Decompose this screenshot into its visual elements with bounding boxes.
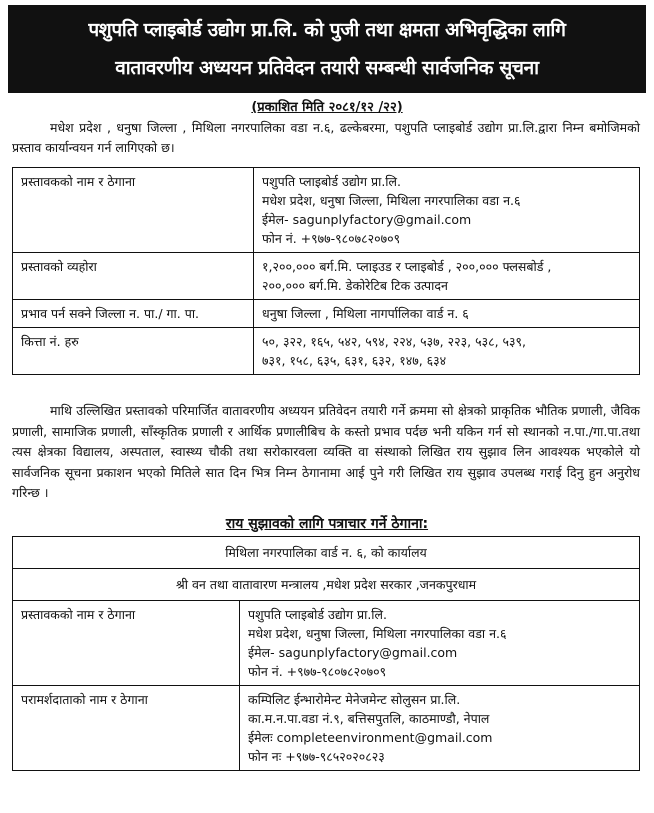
consultant-row	[13, 686, 640, 771]
consultant-email: ईमेलः completeenvironment@gmail.com	[248, 730, 493, 745]
published-date-row	[0, 97, 654, 115]
consultant-label: परामर्शदाताको नाम र ठेगाना	[13, 686, 240, 771]
proponent-contact-address: मधेश प्रदेश, धनुषा जिल्ला, मिथिला नगरपालिका वडा न.६	[248, 626, 507, 641]
proponent-address: मधेश प्रदेश, धनुषा जिल्ला, मिथिला नगरपालिका वडा न.६	[262, 193, 521, 208]
affected-area-row	[13, 300, 640, 328]
proposal-description-line1: १,२००,००० बर्ग.मि. प्लाइउड र प्लाइबोर्ड , २००,००० फ्लसबोर्ड ,	[262, 259, 552, 274]
plot-numbers-label: कित्ता नं. हरु	[13, 328, 254, 375]
affected-area-value: धनुषा जिल्ला , मिथिला नागर्पालिका वार्ड न. ६	[254, 300, 640, 328]
proposal-description-line2: २००,००० बर्ग.मि. डेकोरेटिब टिक उत्पादन	[262, 278, 448, 293]
correspondence-table	[12, 536, 640, 771]
consultant-name: कम्पिलिट ईन्भारोमेन्ट मेनेजमेन्ट सोलुसन प्रा.लि.	[248, 692, 461, 707]
correspondence-heading: राय सुझावको लागि पत्राचार गर्ने ठेगाना:	[225, 516, 429, 532]
proponent-phone: फोन नं. +९७७-९८०७८२०७०९	[262, 231, 401, 246]
header-title-line2: वातावरणीय अध्ययन प्रतिवेदन तयारी सम्बन्धी सार्वजनिक सूचना	[115, 57, 539, 79]
affected-area-label: प्रभाव पर्न सक्ने जिल्ला न. पा./ गा. पा.	[13, 300, 254, 328]
proponent-email: ईमेल- sagunplyfactory@gmail.com	[262, 212, 472, 227]
proponent-contact-row	[13, 601, 640, 686]
proponent-contact-name: पशुपति प्लाइबोर्ड उद्योग प्रा.लि.	[248, 607, 387, 622]
proposal-description-value	[254, 253, 640, 300]
intro-text: मधेश प्रदेश , धनुषा जिल्ला , मिथिला नगरपालिका वडा न.६, ढल्केबरमा, पशुपति प्लाइबोर्ड उद्योग प्रा.लि.द्वारा निम्न बमोजिमको प्रस्ताव कार्यान्वयन गर्न लागिएको छ।	[12, 120, 640, 155]
proposal-table	[12, 167, 640, 375]
consultant-phone: फोन नः +९७७-९८५२०२०८२३	[248, 749, 385, 764]
intro-paragraph	[12, 118, 640, 158]
municipality-office: मिथिला नगरपालिका वार्ड न. ६, को कार्यालय	[13, 537, 640, 569]
ministry-row	[13, 569, 640, 601]
correspondence-heading-row	[0, 514, 654, 533]
published-date: (प्रकाशित मिति २०८१/१२ /२२)	[251, 100, 403, 115]
request-paragraph	[12, 401, 640, 504]
header-title-line1: पशुपति प्लाइबोर्ड उद्योग प्रा.लि. को पुजी तथा क्षमता अभिवृद्धिका लागि	[88, 19, 566, 41]
plot-numbers-line1: ५०, ३२२, १६५, ५४२, ५९४, २२४, ५३७, २२३, ५३८, ५३९,	[262, 334, 526, 349]
proponent-value	[254, 168, 640, 253]
request-text: माथि उल्लिखित प्रस्तावको परिमार्जित वातावरणीय अध्ययन प्रतिवेदन तयारी गर्ने क्रममा सो क्षेत्रको प्राकृतिक भौतिक प्रणाली, जैविक प्रणाली, सामाजिक प्रणाली, साँस्कृतिक प्रणाली र आर्थिक प्रणालीबिच के कस्तो प्रभाव पर्दछ भनी यकिन गर्न सो स्थानको न.पा./गा.पा.तथा त्यस क्षेत्रका विद्यालय, अस्पताल, स्वास्थ्य चौकी तथा सरोकारवला व्यक्ति वा संस्थाको लिखित राय सुझाव लिन आवश्यक भएकोले यो सार्वजनिक सूचना प्रकाशन भएको मितिले सात दिन भित्र निम्न ठेगानामा आई पुने गरी लिखित राय सुझाव उपलब्ध गराई दिनु हुन अनुरोध गरिन्छ ।	[12, 403, 640, 500]
plot-numbers-line2: ७३१, १५८, ६३५, ६३१, ६३२, १४७, ६३४	[262, 353, 447, 368]
proponent-contact-label: प्रस्तावकको नाम र ठेगाना	[13, 601, 240, 686]
proposal-description-row	[13, 253, 640, 300]
proponent-contact-value	[240, 601, 640, 686]
notice-header	[8, 5, 646, 93]
proponent-label: प्रस्तावकको नाम र ठेगाना	[13, 168, 254, 253]
consultant-address: का.म.न.पा.वडा नं.९, बत्तिसपुतलि, काठमाण्डौ, नेपाल	[248, 711, 490, 726]
consultant-value	[240, 686, 640, 771]
proposal-description-label: प्रस्तावको व्यहोरा	[13, 253, 254, 300]
municipality-office-row	[13, 537, 640, 569]
proponent-row	[13, 168, 640, 253]
plot-numbers-value	[254, 328, 640, 375]
ministry-office: श्री वन तथा वातावारण मन्त्रालय ,मधेश प्रदेश सरकार ,जनकपुरधाम	[13, 569, 640, 601]
proponent-contact-phone: फोन नं. +९७७-९८०७८२०७०९	[248, 664, 387, 679]
proponent-contact-email: ईमेल- sagunplyfactory@gmail.com	[248, 645, 458, 660]
plot-numbers-row	[13, 328, 640, 375]
proponent-name: पशुपति प्लाइबोर्ड उद्योग प्रा.लि.	[262, 174, 401, 189]
